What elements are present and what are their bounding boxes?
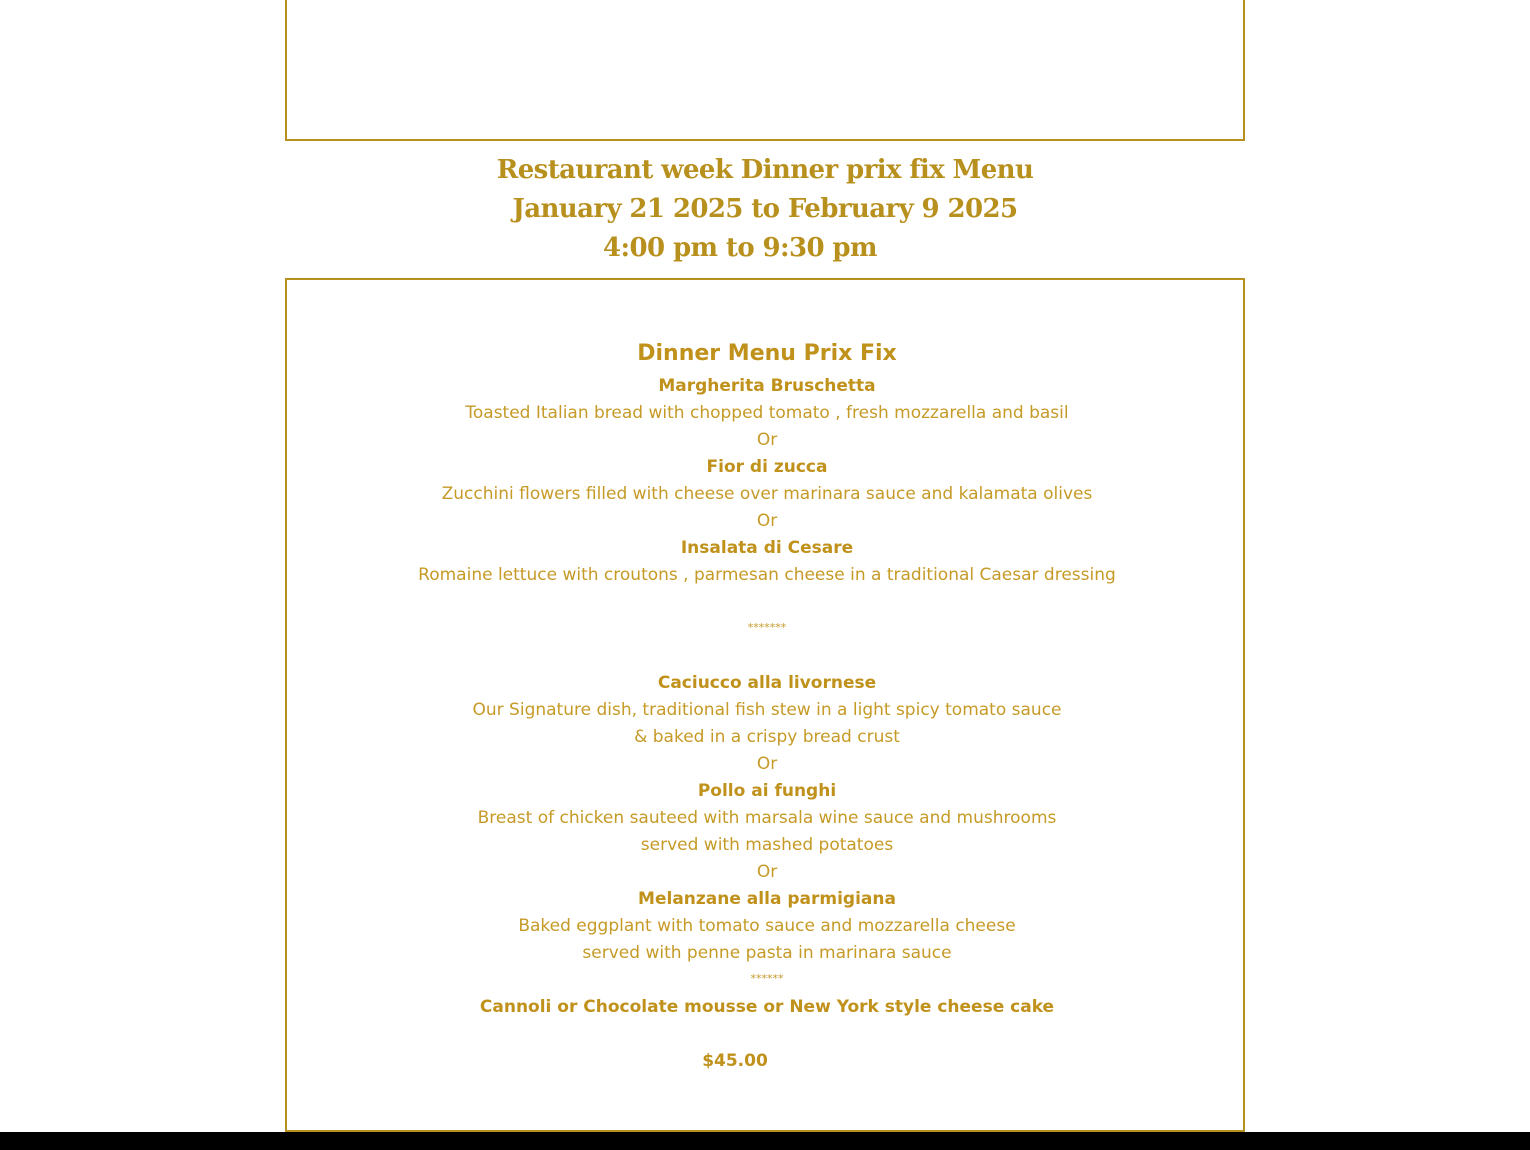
main-name: Pollo ai funghi: [697, 781, 837, 801]
appetizer-desc: Zucchini flowers filled with cheese over marinara sauce and kalamata olives: [441, 484, 1093, 504]
or-label: Or: [756, 511, 778, 531]
main-desc: & baked in a crispy bread crust: [634, 727, 900, 747]
appetizer-name: Insalata di Cesare: [680, 538, 854, 558]
appetizer-name: Margherita Bruschetta: [658, 376, 876, 396]
menu-card: [285, 278, 1245, 1132]
or-label: Or: [756, 862, 778, 882]
menu-hours: 4:00 pm to 9:30 pm: [603, 233, 877, 263]
or-label: Or: [756, 430, 778, 450]
main-desc: Breast of chicken sauteed with marsala wine sauce and mushrooms: [477, 808, 1057, 828]
main-desc: Baked eggplant with tomato sauce and mozzarella cheese: [518, 916, 1016, 936]
dessert-options: Cannoli or Chocolate mousse or New York style cheese cake: [479, 997, 1055, 1017]
menu-dates: January 21 2025 to February 9 2025: [512, 194, 1018, 224]
course-separator: ******: [750, 972, 784, 985]
main-name: Caciucco alla livornese: [657, 673, 877, 693]
menu-heading: Restaurant week Dinner prix fix Menu: [496, 155, 1034, 185]
main-name: Melanzane alla parmigiana: [638, 889, 896, 909]
or-label: Or: [756, 754, 778, 774]
course-separator: *******: [747, 621, 787, 634]
appetizer-desc: Toasted Italian bread with chopped tomato , fresh mozzarella and basil: [465, 403, 1069, 423]
image-frame: [285, 0, 1245, 141]
menu-price: $45.00: [702, 1051, 768, 1071]
main-desc: Our Signature dish, traditional fish stew in a light spicy tomato sauce: [472, 700, 1062, 720]
appetizer-desc: Romaine lettuce with croutons , parmesan cheese in a traditional Caesar dressing: [418, 565, 1116, 585]
main-desc: served with mashed potatoes: [640, 835, 894, 855]
main-desc: served with penne pasta in marinara sauce: [582, 943, 952, 963]
appetizer-name: Fior di zucca: [706, 457, 828, 477]
bottom-bar: [0, 1132, 1530, 1150]
menu-title: Dinner Menu Prix Fix: [637, 341, 897, 366]
